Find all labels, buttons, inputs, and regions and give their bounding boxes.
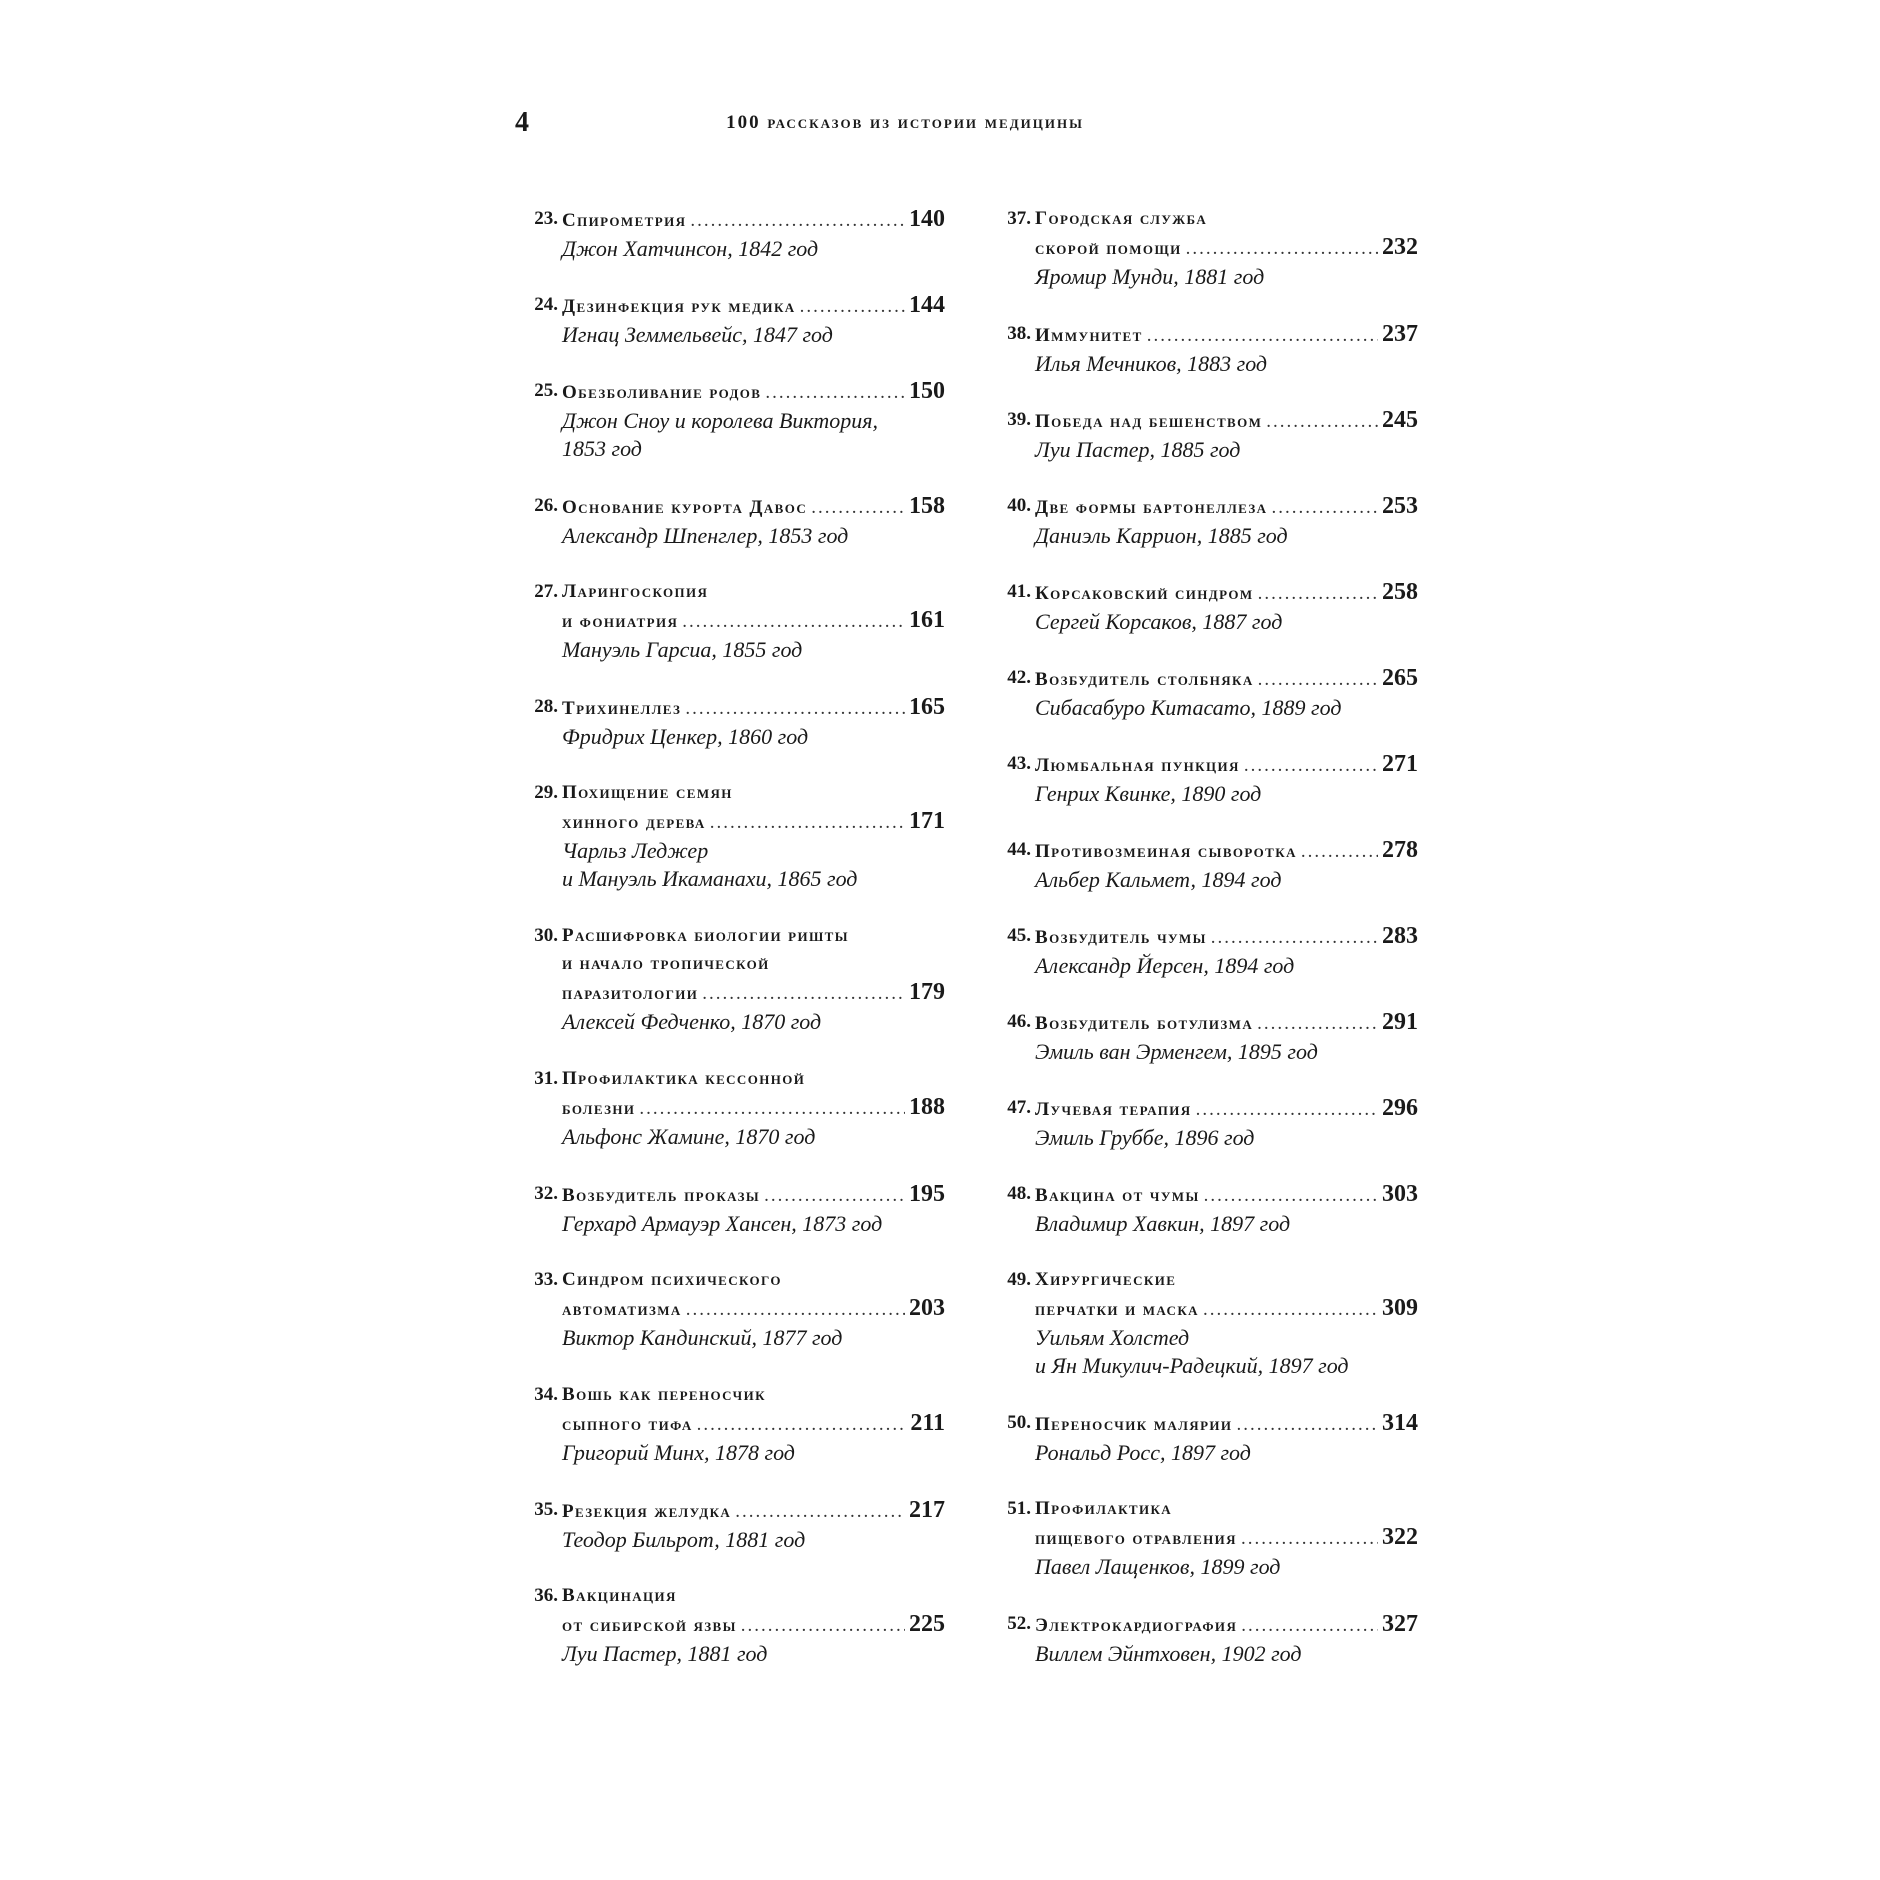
dot-leader [1258,666,1378,694]
toc-entry[interactable] [993,1266,1418,1409]
toc-entry[interactable] [993,1495,1418,1610]
entry-number: 48. [1007,1183,1031,1204]
dot-leader [1186,235,1378,263]
entry-page-number: 278 [1382,837,1418,863]
entry-title-row [1035,664,1418,694]
entry-title: Победа над бешенством [1035,411,1263,432]
entry-title: сыпного тифа [562,1414,693,1435]
entry-number: 47. [1007,1097,1031,1118]
entry-page-number: 291 [1382,1009,1418,1035]
entry-number: 49. [1007,1269,1031,1290]
toc-entry[interactable] [520,1496,945,1582]
page-number: 4 [515,107,529,138]
entry-title: Иммунитет [1035,325,1143,346]
entry-title-line: Хирургические [1035,1269,1177,1290]
entry-author: Альбер Кальмет, 1894 год [1035,867,1282,892]
toc-entry[interactable] [520,922,945,1065]
entry-title: Возбудитель ботулизма [1035,1013,1254,1034]
entry-author: Эмиль Груббе, 1896 год [1035,1125,1255,1150]
entry-number: 36. [534,1585,558,1606]
entry-author: Виктор Кандинский, 1877 год [562,1325,843,1350]
entry-page-number: 245 [1382,407,1418,433]
entry-author: Генрих Квинке, 1890 год [1035,781,1262,806]
toc-entry[interactable] [520,1065,945,1180]
entry-page-number: 232 [1382,234,1418,260]
dot-leader [1241,1612,1378,1640]
entry-number: 26. [534,495,558,516]
entry-title-line: и начало тропической [562,953,770,974]
entry-author: Фридрих Ценкер, 1860 год [562,724,809,749]
entry-author: Луи Пастер, 1885 год [1035,437,1241,462]
entry-page-number: 195 [909,1181,945,1207]
entry-title: Трихинеллез [562,698,682,719]
entry-title-row [562,693,945,723]
entry-title: болезни [562,1098,636,1119]
entry-title-row [562,807,945,837]
entry-title-line: Вакцинация [562,1585,677,1606]
entry-title: Возбудитель столбняка [1035,669,1254,690]
entry-author: Сергей Корсаков, 1887 год [1035,609,1283,634]
entry-title-line: Профилактика кессонной [562,1068,806,1089]
entry-page-number: 258 [1382,579,1418,605]
entry-title: Противозмеиная сыворотка [1035,841,1297,862]
dot-leader [1196,1096,1378,1124]
entry-title: пищевого отравления [1035,1528,1237,1549]
entry-author: Теодор Бильрот, 1881 год [562,1527,806,1552]
entry-number: 43. [1007,753,1031,774]
entry-number: 25. [534,380,558,401]
entry-page-number: 140 [909,206,945,232]
toc-entry[interactable] [520,492,945,578]
dot-leader [1271,494,1378,522]
entry-title: Возбудитель чумы [1035,927,1207,948]
entry-author: 1853 год [562,436,642,461]
dot-leader [697,1411,907,1439]
entry-title-row [1035,922,1418,952]
entry-title-row [562,205,945,235]
toc-entry[interactable] [520,578,945,693]
entry-author: Альфонс Жамине, 1870 год [562,1124,816,1149]
entry-author: Чарльз Леджер [562,838,709,863]
entry-title: автоматизма [562,1299,682,1320]
toc-entry[interactable] [993,406,1418,492]
entry-author: Уильям Холстед [1035,1325,1190,1350]
entry-title-row [562,291,945,321]
toc-entry[interactable] [520,377,945,492]
entry-title-line: Похищение семян [562,782,733,803]
entry-title-row [562,606,945,636]
entry-title-row [1035,1008,1418,1038]
entry-title-line: Вошь как переносчик [562,1384,766,1405]
toc-column-left [520,205,945,1697]
entry-page-number: 314 [1382,1410,1418,1436]
toc-entry[interactable] [993,836,1418,922]
entry-number: 50. [1007,1412,1031,1433]
entry-author: Виллем Эйнтховен, 1902 год [1035,1641,1302,1666]
toc-entry[interactable] [520,205,945,291]
toc-entry[interactable] [993,320,1418,406]
entry-author: Павел Лащенков, 1899 год [1035,1554,1281,1579]
dot-leader [1258,580,1378,608]
entry-title-row [562,1093,945,1123]
entry-page-number: 225 [909,1611,945,1637]
entry-author: Александр Йерсен, 1894 год [1035,953,1295,978]
entry-author: Герхард Армауэр Хансен, 1873 год [562,1211,883,1236]
entry-title-row [1035,320,1418,350]
entry-title: Две формы бартонеллеза [1035,497,1268,518]
entry-title: Основание курорта Давос [562,497,808,518]
entry-page-number: 271 [1382,751,1418,777]
dot-leader [702,980,905,1008]
entry-author: Илья Мечников, 1883 год [1035,351,1268,376]
toc-entry[interactable] [520,693,945,779]
entry-title: паразитологии [562,983,699,1004]
entry-title-line: Городская служба [1035,208,1208,229]
entry-number: 29. [534,782,558,803]
entry-author: Джон Хатчинсон, 1842 год [562,236,819,261]
entry-page-number: 327 [1382,1611,1418,1637]
dot-leader [1244,752,1378,780]
dot-leader [690,207,905,235]
dot-leader [800,293,905,321]
toc-entry[interactable] [993,578,1418,664]
toc-entry[interactable] [993,492,1418,578]
entry-title: Люмбальная пункция [1035,755,1240,776]
entry-page-number: 161 [909,607,945,633]
dot-leader [1203,1296,1378,1324]
entry-number: 41. [1007,581,1031,602]
entry-title: Возбудитель проказы [562,1185,761,1206]
dot-leader [682,608,905,636]
dot-leader [685,695,905,723]
entry-number: 44. [1007,839,1031,860]
entry-title-row [1035,836,1418,866]
entry-number: 40. [1007,495,1031,516]
entry-author: Рональд Росс, 1897 год [1035,1440,1251,1465]
entry-title: от сибирской язвы [562,1615,737,1636]
entry-title: Корсаковский синдром [1035,583,1254,604]
entry-title-line: Ларингоскопия [562,581,709,602]
dot-leader [1266,408,1378,436]
dot-leader [710,809,905,837]
entry-title: Электрокардиография [1035,1615,1238,1636]
entry-author: Мануэль Гарсиа, 1855 год [562,637,803,662]
dot-leader [811,494,905,522]
entry-title-row [562,1496,945,1526]
dot-leader [1204,1182,1378,1210]
entry-title: Резекция желудка [562,1501,732,1522]
toc-entry[interactable] [520,779,945,922]
dot-leader [1236,1411,1378,1439]
entry-title-row [562,492,945,522]
entry-number: 51. [1007,1498,1031,1519]
entry-page-number: 211 [910,1410,945,1436]
toc-column-right [993,205,1418,1696]
page-header [515,108,1235,138]
entry-number: 42. [1007,667,1031,688]
entry-page-number: 203 [909,1295,945,1321]
entry-title: Спирометрия [562,210,687,231]
toc-entry[interactable] [520,1266,945,1381]
entry-page-number: 150 [909,378,945,404]
entry-title-row [562,1180,945,1210]
entry-title-row [1035,233,1418,263]
entry-author: Игнац Земмельвейс, 1847 год [562,322,833,347]
entry-title-row [1035,406,1418,436]
entry-page-number: 303 [1382,1181,1418,1207]
entry-title-line: Профилактика [1035,1498,1173,1519]
entry-title-row [562,978,945,1008]
entry-author: Эмиль ван Эрменгем, 1895 год [1035,1039,1318,1064]
entry-title-line: Расшифровка биологии ришты [562,925,849,946]
dot-leader [1257,1010,1378,1038]
entry-number: 46. [1007,1011,1031,1032]
entry-author: Александр Шпенглер, 1853 год [562,523,849,548]
entry-author: Джон Сноу и королева Виктория, [562,408,879,433]
entry-title-row [562,1294,945,1324]
entry-number: 30. [534,925,558,946]
entry-title: Дезинфекция рук медика [562,296,796,317]
entry-title: скорой помощи [1035,238,1182,259]
entry-page-number: 188 [909,1094,945,1120]
entry-title: Вакцина от чумы [1035,1185,1200,1206]
toc-entry[interactable] [993,205,1418,320]
toc-entry[interactable] [993,1008,1418,1094]
entry-title-row [562,1610,945,1640]
dot-leader [735,1498,905,1526]
entry-author: Даниэль Каррион, 1885 год [1035,523,1288,548]
toc-entry[interactable] [993,1409,1418,1495]
entry-number: 52. [1007,1613,1031,1634]
entry-page-number: 265 [1382,665,1418,691]
entry-page-number: 158 [909,493,945,519]
dot-leader [765,379,905,407]
dot-leader [1211,924,1378,952]
entry-number: 33. [534,1269,558,1290]
entry-number: 35. [534,1499,558,1520]
entry-number: 31. [534,1068,558,1089]
entry-author: Владимир Хавкин, 1897 год [1035,1211,1291,1236]
entry-author: Сибасабуро Китасато, 1889 год [1035,695,1342,720]
entry-page-number: 296 [1382,1095,1418,1121]
entry-page-number: 283 [1382,923,1418,949]
dot-leader [764,1182,905,1210]
entry-title: хинного дерева [562,812,706,833]
entry-page-number: 322 [1382,1524,1418,1550]
entry-title: Лучевая терапия [1035,1099,1192,1120]
entry-page-number: 179 [909,979,945,1005]
entry-title-row [1035,578,1418,608]
toc-entry[interactable] [993,1180,1418,1266]
entry-title-row [1035,1180,1418,1210]
dot-leader [686,1296,905,1324]
entry-title-row [1035,1610,1418,1640]
entry-title-line: Синдром психического [562,1269,782,1290]
entry-page-number: 237 [1382,321,1418,347]
dot-leader [1301,838,1378,866]
entry-title: Переносчик малярии [1035,1414,1233,1435]
entry-author: Алексей Федченко, 1870 год [562,1009,822,1034]
entry-title-row [1035,750,1418,780]
toc-entry[interactable] [520,291,945,377]
entry-number: 45. [1007,925,1031,946]
entry-title-row [1035,1094,1418,1124]
entry-author: и Мануэль Икаманахи, 1865 год [562,866,858,891]
entry-number: 38. [1007,323,1031,344]
entry-page-number: 165 [909,694,945,720]
entry-page-number: 144 [909,292,945,318]
toc-entry[interactable] [993,664,1418,750]
entry-number: 24. [534,294,558,315]
entry-number: 34. [534,1384,558,1405]
entry-title-row [1035,492,1418,522]
dot-leader [639,1095,905,1123]
entry-title: перчатки и маска [1035,1299,1199,1320]
toc-entry[interactable] [993,1610,1418,1696]
running-title: 100 рассказов из истории медицины [726,112,1084,133]
toc-entry[interactable] [993,922,1418,1008]
entry-number: 28. [534,696,558,717]
entry-page-number: 253 [1382,493,1418,519]
entry-author: Григорий Минх, 1878 год [562,1440,795,1465]
dot-leader [1147,322,1378,350]
entry-page-number: 309 [1382,1295,1418,1321]
dot-leader [1241,1525,1378,1553]
entry-number: 32. [534,1183,558,1204]
entry-number: 39. [1007,409,1031,430]
entry-author: Яромир Мунди, 1881 год [1035,264,1265,289]
entry-title-row [1035,1294,1418,1324]
toc-entry[interactable] [520,1582,945,1697]
entry-number: 23. [534,208,558,229]
toc-entry[interactable] [993,750,1418,836]
entry-author: и Ян Микулич-Радецкий, 1897 год [1035,1353,1349,1378]
toc-entry[interactable] [520,1180,945,1266]
entry-page-number: 171 [909,808,945,834]
entry-number: 37. [1007,208,1031,229]
toc-entry[interactable] [993,1094,1418,1180]
toc-entry[interactable] [520,1381,945,1496]
dot-leader [741,1612,905,1640]
entry-page-number: 217 [909,1497,945,1523]
entry-number: 27. [534,581,558,602]
entry-title: Обезболивание родов [562,382,762,403]
entry-title-row [562,377,945,407]
entry-title: и фониатрия [562,611,679,632]
entry-title-row [1035,1409,1418,1439]
entry-author: Луи Пастер, 1881 год [562,1641,768,1666]
entry-title-row [1035,1523,1418,1553]
entry-title-row [562,1409,945,1439]
